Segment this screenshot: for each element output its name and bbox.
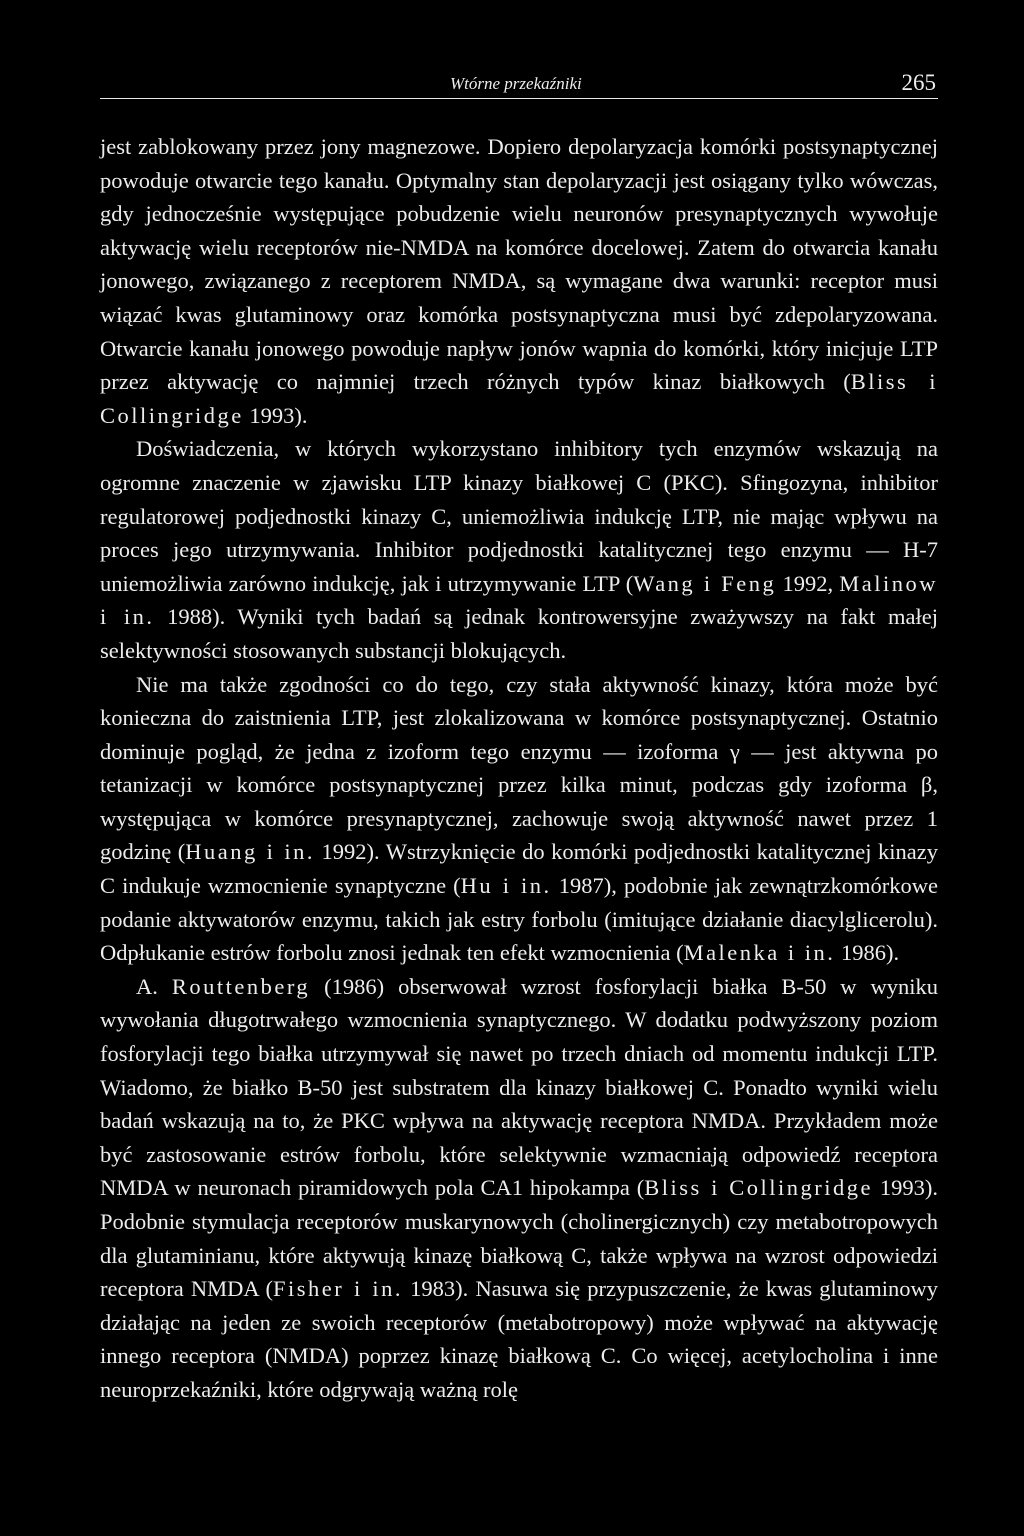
text-run: 1986). [835, 940, 900, 966]
text-run: 1983). Nasuwa się przypuszczenie, że kwas glutaminowy działając na jeden ze swoich receptorów (metabotropowy) może wpływać na aktywację innego receptora (NMDA) poprzez kinazę białkową C. Co więcej, acetylocholina i inne neuroprzekaźniki, które odgrywają ważną rolę [100, 1276, 939, 1402]
body-text [100, 130, 938, 1407]
author-citation: Malenka i in. [683, 940, 836, 966]
text-run: 1988). Wyniki tych badań są jednak kontrowersyjne zważywszy na fakt małej selektywności stosowanych substancji blokujących. [100, 604, 938, 663]
paragraph-2 [100, 432, 938, 667]
paragraph-1 [100, 130, 938, 432]
text-run: 1993). Podobnie stymulacja receptorów muskarynowych (cholinergicznych) czy metabotropowych dla glutaminianu, które aktywują kinazę białkową C, także wpływa na wzrost odpowiedzi receptora NMDA ( [100, 1175, 939, 1302]
author-citation: Fisher i in. [273, 1276, 403, 1302]
text-run: 1992). Wstrzyknięcie do komórki podjednostki katalitycznej kinazy C indukuje wzmocnienie synaptyczne ( [100, 839, 938, 899]
author-citation: Routtenberg [171, 973, 311, 999]
paragraph-3 [100, 668, 938, 970]
author-citation: Bliss i Collingridge [100, 369, 938, 428]
text-run: Nie ma także zgodności co do tego, czy stała aktywność kinazy, która może być konieczna do zaistnienia LTP, jest zlokalizowana w komórce postsynaptycznej. Ostatnio dominuje pogląd, że jedna z izoform tego enzymu — izoforma γ — jest aktywna po tetanizacji w komórce postsynaptycznej przez kilka minut, podczas gdy izoforma β, występująca w komórce presynaptycznej, zachowuje swoją aktywność nawet przez 1 godzinę ( [100, 671, 938, 865]
text-run: 1993). [243, 402, 308, 428]
text-run: 1992, [776, 570, 840, 596]
text-run: A. [136, 973, 172, 999]
text-run: Doświadczenia, w których wykorzystano inhibitory tych enzymów wskazują na ogromne znaczenie w zjawisku LTP kinazy białkowej C (PKC). Sfingozyna, inhibitor regulatorowej podjednostki kinazy C, uniemożliwia indukcję LTP, nie mając wpływu na proces jego utrzymywania. Inhibitor podjednostki katalitycznej tego enzymu — H-7 uniemożliwia zarówno indukcję, jak i utrzymywanie LTP ( [100, 436, 938, 596]
text-run: 1987), podobnie jak zewnątrzkomórkowe podanie aktywatorów enzymu, takich jak estry forbolu (imitujące działanie diacylglicerolu). Odpłukanie estrów forbolu znosi jednak ten efekt wzmocnienia ( [100, 873, 938, 966]
text-run: jest zablokowany przez jony magnezowe. Dopiero depolaryzacja komórki postsynaptycznej powoduje otwarcie tego kanału. Optymalny stan depolaryzacji jest osiągany tylko wówczas, gdy jednocześnie występujące pobudzenie wielu neuronów presynaptycznych wywołuje aktywację wielu receptorów nie-NMDA na komórce docelowej. Zatem do otwarcia kanału jonowego, związanego z receptorem NMDA, są wymagane dwa warunki: receptor musi wiązać kwas glutaminowy oraz komórka postsynaptyczna musi być zdepolaryzowana. Otwarcie kanału jonowego powoduje napływ jonów wapnia do komórki, który inicjuje LTP przez aktywację co najmniej trzech różnych typów kinaz białkowych ( [100, 134, 938, 395]
paragraph-4 [100, 970, 938, 1407]
text-run: (1986) obserwował wzrost fosforylacji białka B-50 w wyniku wywołania długotrwałego wzmocnienia synaptycznego. W dodatku podwyższony poziom fosforylacji tego białka utrzymywał się nawet po trzech dniach od momentu indukcji LTP. Wiadomo, że białko B-50 jest substratem dla kinazy białkowej C. Ponadto wyniki wielu badań wskazują na to, że PKC wpływa na aktywację receptora NMDA. Przykładem może być zastosowanie estrów forbolu, które selektywnie wzmacniają odpowiedź receptora NMDA w neuronach piramidowych pola CA1 hipokampa ( [100, 973, 938, 1201]
page-header [100, 72, 938, 99]
page-number: 265 [901, 70, 936, 95]
author-citation: Bliss i Collingridge [644, 1175, 874, 1201]
running-title: Wtórne przekaźniki [450, 74, 582, 93]
author-citation: Malinow i in. [100, 570, 938, 630]
author-citation: Huang i in. [185, 839, 316, 865]
author-citation: Wang i Feng [633, 570, 777, 596]
author-citation: Hu i in. [460, 873, 552, 899]
